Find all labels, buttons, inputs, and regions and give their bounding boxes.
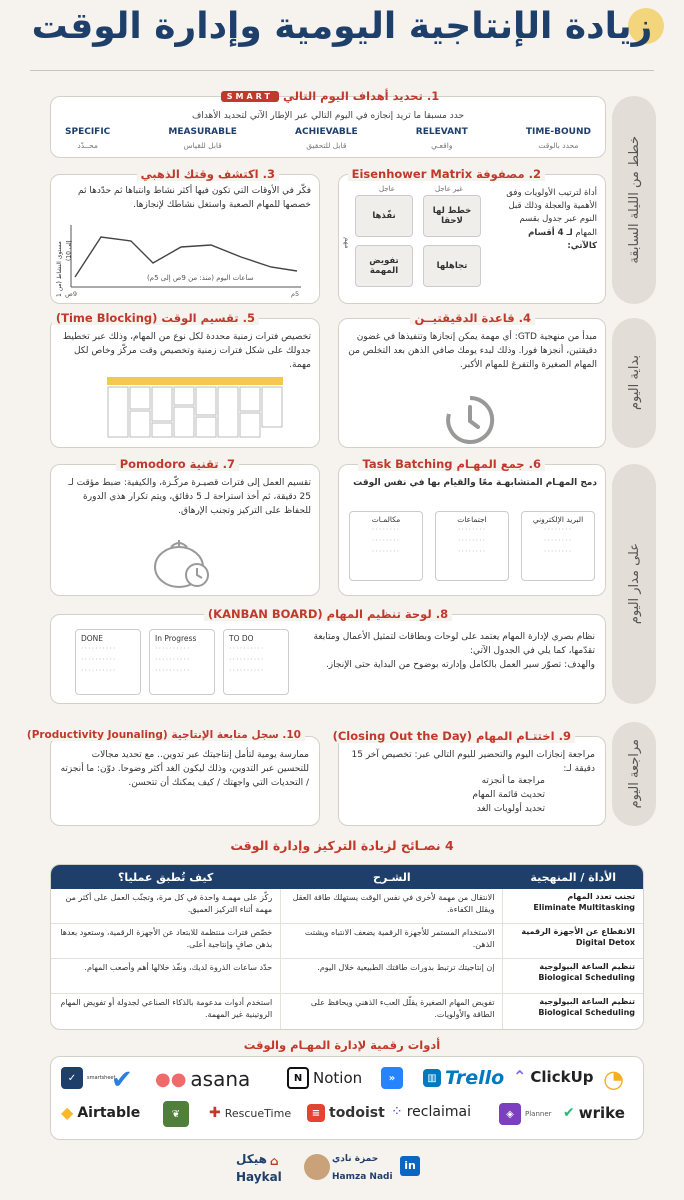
smartsheet-icon: ✓	[61, 1067, 83, 1089]
tool-clickup-label: ClickUp	[530, 1067, 594, 1086]
matrix-cell-do: نفّذها	[355, 195, 413, 237]
tips-tool-ar: الانقطاع عن الأجهزة الرقمية	[521, 927, 635, 936]
smart-item-en: MEASURABLE	[168, 127, 237, 137]
time-blocking-title: 5. تقسيم الوقت (Time Blocking)	[52, 311, 259, 325]
tool-todoist-label: todoist	[329, 1105, 385, 1121]
batch-box-line: ········	[457, 536, 487, 546]
tool-todoist	[307, 1104, 385, 1122]
activity-x-start: 9ص	[65, 290, 77, 298]
sidebar-review	[612, 722, 656, 826]
batch-box-email	[521, 511, 595, 581]
pomodoro-text: تقسيم العمل إلى فترات قصيـرة مركّـزة، والكيفية: ضبط مؤقت لـ 25 دقيقة، ثم أخذ استراحة لـ 5 دقائق، ويتم تكرار هذي الدورة للحفاظ على التركيز وتجنب الإرهاق.	[68, 478, 311, 516]
tool-rescuetime	[209, 1105, 291, 1121]
batch-box-line: ········	[457, 547, 487, 557]
closing-text: مراجعة إنجازات اليوم والتحضير لليوم التالي عبر: تخصيص آخر 15 دقيقة لـ:	[351, 750, 595, 774]
smart-item-ar: قابل للتحقيق	[306, 141, 347, 150]
tool-rescuetime-label: RescueTime	[224, 1106, 292, 1120]
kanban-column-in-progress	[149, 629, 215, 695]
tips-header-tool: الأداة / المنهجية	[530, 870, 617, 884]
activity-y-label: مستوى النشاط (من 1 إلى 10)	[56, 241, 73, 297]
eisenhower-card	[338, 167, 606, 304]
tool-planner	[499, 1103, 552, 1125]
kanban-card	[50, 607, 606, 704]
matrix-row-important: مهم	[343, 237, 351, 249]
asana-icon: ●●	[155, 1068, 187, 1090]
tips-explain-cell: تفويض المهام الصغيرة يقلّل العبء الذهني ويحافظ على الطاقة والأولويات.	[280, 994, 503, 1029]
sidebar-night-label: خطط من الليلة السابقة	[626, 136, 642, 264]
tool-clickup	[513, 1067, 593, 1086]
smart-title-text: 1. تحديد أهداف اليوم التالي	[282, 89, 440, 103]
tips-table	[50, 864, 644, 1030]
batch-box-line: ········	[543, 525, 573, 534]
smart-item-en: RELEVANT	[415, 127, 468, 137]
wrike-icon: ✔	[563, 1105, 575, 1121]
sidebar-morning	[612, 318, 656, 448]
calendar-grid-illustration	[107, 377, 283, 439]
two-minute-card	[338, 311, 606, 448]
matrix-cell-ignore: تجاهلها	[423, 245, 481, 287]
kanban-column-label: DONE	[81, 634, 104, 643]
kanban-line: ··········	[155, 644, 191, 653]
task-batching-title: 6. جمع المهـام Task Batching	[358, 457, 545, 471]
smart-item-achievable	[295, 127, 358, 151]
tools-section-title: أدوات رقمية لإدارة المهـام والوقت	[243, 1038, 441, 1052]
smart-item-measurable	[168, 127, 237, 151]
tips-tool-cell	[503, 889, 643, 923]
tool-smartsheet-label: smartsheet	[87, 1075, 116, 1081]
kanban-text-2: والهدف: تصوّر سير العمل بالكامل وإدارته بوضوح من البداية حتى الإنجاز.	[325, 659, 595, 670]
eisenhower-title: 2. مصفوفة Eisenhower Matrix	[348, 167, 545, 181]
table-row	[51, 959, 643, 994]
tips-tool-cell	[503, 959, 643, 993]
tool-trello	[423, 1067, 504, 1089]
batch-box-line: ········	[543, 547, 573, 557]
kanban-line: ··········	[155, 655, 191, 665]
tips-tool-ar: تنظيم الساعة البيولوجية	[539, 962, 635, 971]
table-row	[51, 889, 643, 924]
rescuetime-icon: ✚	[209, 1105, 221, 1121]
tips-apply-cell: استخدم أدوات مدعومة بالذكاء الصناعي لجدولة أو تفويض المهام الروتينية غير المهمة.	[60, 998, 273, 1019]
batch-box-label: مكالمـات	[371, 515, 401, 524]
batch-box-line: ········	[371, 547, 401, 557]
author-avatar	[304, 1154, 330, 1180]
tips-apply-cell: حدّد ساعات الذروة لديك، ونفّذ خلالها أهم وأصعب المهام.	[84, 963, 273, 972]
batch-box-meetings	[435, 511, 509, 581]
task-batching-card	[338, 457, 606, 596]
smart-item-ar: محــدّد	[77, 141, 98, 150]
smart-item-en: SPECIFIC	[65, 127, 111, 137]
brand-logo-icon: ⌂	[270, 1154, 279, 1168]
title-divider	[30, 70, 654, 71]
kanban-line: ··········	[229, 655, 265, 665]
tool-wrike-label: wrike	[578, 1104, 625, 1122]
sidebar-day	[612, 464, 656, 704]
tool-planner-label: Planner	[525, 1110, 552, 1118]
two-minute-title: 4. قاعدة الدقيقتيــن	[410, 311, 535, 325]
sidebar-night	[612, 96, 656, 304]
golden-time-title: 3. اكتشف وقتك الذهبي	[137, 167, 279, 181]
kanban-text-1: نظام بصري لإدارة المهام يعتمد على لوحات وبطاقات لتمثيل الأعمال ومتابعة تقدّمها، كما يلي في الجدول الآتي:	[313, 632, 595, 656]
kanban-line: ··········	[81, 655, 117, 665]
smart-subtitle: حدد مسبقا ما تريد إنجازه في اليوم التالي عبر الإطار الآتي لتحديد الأهداف	[191, 111, 465, 121]
smart-item-timebound	[526, 127, 591, 151]
circle-check-icon: ◔	[603, 1065, 624, 1093]
tips-header-apply: كيف تُطبق عمليا؟	[117, 870, 214, 884]
tips-tool-en: Biological Scheduling	[538, 1007, 635, 1017]
eisenhower-text-1: أداة لترتيب الأولويات وفق الأهمية والعجلة وذلك قبل النوم عبر جدول بقسم المهام	[506, 188, 597, 238]
batch-box-label: البريد الإلكتروني	[532, 515, 584, 524]
smart-item-en: ACHIEVABLE	[295, 127, 358, 137]
golden-time-text: فكّر في الأوقات التي تكون فيها أكثر نشاط وانتباها ثم حدّدها ثم خصصها للمهام الصعبة واستغل نشاطك لإنجازها.	[78, 186, 311, 210]
matrix-cell-delegate: تفويض المهمة	[355, 245, 413, 287]
matrix-cell-plan: خطط لها لاحقا	[423, 195, 481, 237]
tips-header-row	[51, 865, 643, 889]
tools-panel	[50, 1056, 644, 1140]
kanban-column-label: TO DO	[229, 634, 254, 643]
smart-item-ar: واقعـي	[431, 141, 453, 150]
tool-asana-label: asana	[190, 1067, 251, 1091]
sidebar-morning-label: بداية اليوم	[626, 355, 642, 411]
tips-tool-ar: تجنب تعدد المهام	[567, 892, 635, 901]
smart-title	[51, 89, 605, 103]
closing-list	[472, 775, 545, 817]
kanban-line: ··········	[81, 666, 117, 676]
smart-item-ar: قابل للقياس	[183, 141, 222, 150]
closing-title: 9. اختتـام المهام (Closing Out the Day)	[329, 729, 575, 743]
kanban-title-text: 8. لوحة تنظيم المهام (KANBAN BOARD)	[204, 607, 452, 621]
tool-circle-check	[603, 1065, 624, 1093]
tool-checkmark	[111, 1065, 133, 1095]
clickup-icon: ⌃	[513, 1067, 527, 1086]
tool-asana	[155, 1067, 250, 1091]
smart-tag: SMART	[221, 91, 279, 102]
kanban-column-todo	[223, 629, 289, 695]
planner-icon: ◈	[499, 1103, 521, 1125]
batch-box-line: ········	[371, 536, 401, 546]
task-batching-text: دمج المهـام المتشابهـة معًا والقيام بها في نفس الوقت	[353, 478, 597, 488]
smart-item-ar: محدد بالوقت	[538, 141, 579, 150]
journaling-text: ممارسة يومية لتأمل إنتاجيتك عبر تدوين.. مع تحديد مجالات للتحسين عبر التدوين، وذلك ليكون الغد أكثر وضوحا. دوّن: ما أنجزته / التحديات التي واجهتك / كيف يمكنك أن تتحسن.	[60, 750, 309, 788]
checkmark-logo-icon: ✔	[111, 1065, 133, 1095]
tool-airtable-label: Airtable	[77, 1104, 141, 1121]
eisenhower-text	[501, 187, 597, 253]
author-name-en: Hamza Nadi	[332, 1172, 393, 1182]
kanban-text	[295, 631, 595, 673]
sidebar-review-label: مراجعة اليوم	[626, 739, 642, 809]
closing-card	[332, 729, 606, 826]
footer	[0, 1150, 684, 1194]
smart-item-specific	[65, 127, 110, 151]
kanban-column-done	[75, 629, 141, 695]
batch-box-calls	[349, 511, 423, 581]
notion-icon: N	[287, 1067, 309, 1089]
tool-smartsheet	[61, 1067, 115, 1089]
kanban-column-label: In Progress	[155, 634, 197, 643]
reclaim-icon: ⁘	[391, 1104, 403, 1120]
activity-x-end: 5م	[291, 290, 300, 298]
tips-apply-cell: خصّص فترات منتظمة للابتعاد عن الأجهزة الرقمية، وستعود بعدها بذهن صافٍ وإنتاجية أعلى.	[60, 928, 273, 949]
tips-explain-cell: الانتقال من مهمة لأخرى في نفس الوقت يستهلك طاقة العقل ويقلل الكفاءة.	[280, 889, 503, 923]
tips-tool-en: Eliminate Multitasking	[533, 902, 635, 912]
tips-apply-cell: ركّز على مهمـة واحدة في كل مرة، وتجنّب العمل على أكثر من مهمة أثناء التركيز العميق.	[65, 893, 273, 914]
tips-tool-cell	[503, 994, 643, 1029]
tips-section-title: 4 نصـائح لزيادة التركيز وإدارة الوقت	[230, 838, 454, 853]
tips-explain-cell: الاستخدام المستمر للأجهزة الرقمية يضعف الانتباه ويشتت الذهن.	[280, 924, 503, 958]
kanban-line: ··········	[229, 644, 265, 653]
tips-tool-cell	[503, 924, 643, 958]
time-blocking-text: تخصيص فترات زمنية محددة لكل نوع من المهام، وذلك عبر تخطيط جدولك على شكل فترات زمنية وتخصيص وقت مركّز وخاص لكل مهمة.	[62, 332, 311, 370]
tool-notion	[287, 1067, 362, 1089]
time-blocking-card	[50, 311, 320, 448]
batch-box-label: اجتماعات	[457, 515, 487, 524]
brand-name-en: Haykal	[236, 1170, 282, 1184]
tips-explain-cell: إن إنتاجيتك ترتبط بدورات طاقتك الطبيعية خلال اليوم.	[280, 959, 503, 993]
batch-box-line: ········	[457, 525, 487, 534]
table-row	[51, 994, 643, 1029]
smart-item-relevant	[416, 127, 468, 151]
batch-box-line: ········	[543, 536, 573, 546]
journaling-title: 10. سجل متابعة الإنتاجية (Productivity Jounaling)	[23, 729, 305, 741]
tool-trello-label: Trello	[445, 1067, 505, 1089]
brand-name-ar: هيكل	[236, 1152, 267, 1166]
journaling-card	[26, 729, 320, 826]
closing-item: تحديد أولويات الغد	[476, 803, 545, 814]
golden-time-card	[50, 167, 320, 304]
jira-icon: »	[381, 1067, 403, 1089]
tomato-timer-icon	[151, 535, 215, 591]
airtable-icon: ◆	[61, 1103, 74, 1122]
kanban-title	[51, 607, 605, 621]
pomodoro-title: 7. تقنية Pomodoro	[116, 457, 239, 471]
smart-row	[65, 127, 591, 151]
linkedin-icon[interactable]: in	[400, 1156, 420, 1176]
matrix-col-urgent: عاجل	[379, 185, 395, 193]
closing-item: مراجعة ما أنجزته	[481, 776, 545, 786]
tool-reclaim-label: reclaimai	[406, 1104, 471, 1120]
table-row	[51, 924, 643, 959]
batch-box-line: ········	[371, 525, 401, 534]
kanban-line: ··········	[155, 666, 191, 676]
tool-notion-label: Notion	[313, 1069, 363, 1087]
activity-chart	[61, 219, 311, 299]
tool-forest	[163, 1101, 189, 1127]
tool-wrike	[563, 1104, 625, 1122]
author-name-ar: حمزة نادي	[332, 1154, 379, 1164]
pomodoro-card	[50, 457, 320, 596]
smart-item-en: TIME-BOUND	[525, 127, 591, 137]
tips-tool-en: Digital Detox	[575, 937, 635, 947]
sprout-icon: ❦	[163, 1101, 189, 1127]
eisenhower-text-2: لـ 4 أقسام كالآتي:	[528, 227, 597, 251]
clock-icon	[445, 395, 495, 445]
closing-item: تحديث قائمة المهام	[472, 789, 545, 800]
kanban-line: ··········	[229, 666, 265, 676]
kanban-line: ··········	[81, 644, 117, 653]
sidebar-day-label: على مدار اليوم	[626, 543, 642, 625]
matrix-col-not-urgent: غير عاجل	[435, 185, 463, 193]
tool-jira	[381, 1067, 403, 1089]
smart-card	[50, 89, 606, 158]
tool-reclaim	[391, 1104, 471, 1120]
tips-tool-en: Biological Scheduling	[538, 972, 635, 982]
activity-x-label: ساعات اليوم (منذ: من 9ص إلى 5م)	[147, 274, 254, 282]
trello-icon: ▥	[423, 1069, 441, 1087]
page-title: زيادة الإنتاجية اليومية وإدارة الوقت	[31, 6, 653, 47]
two-minute-text: مبدأ من منهجية GTD: أي مهمة يمكن إنجازها وتنفيذها في غضون دقيقتين، أنجزها فورا. وذلك لبدء يومك صافي الذهن بعد التخلص من المهام الصغيرة والتفرغ للمهام الأكبر.	[348, 332, 597, 370]
todoist-icon: ≡	[307, 1104, 325, 1122]
tips-header-explain: الشـرح	[373, 870, 411, 884]
tips-tool-ar: تنظيم الساعة البيولوجية	[539, 997, 635, 1006]
tool-airtable	[61, 1103, 140, 1122]
